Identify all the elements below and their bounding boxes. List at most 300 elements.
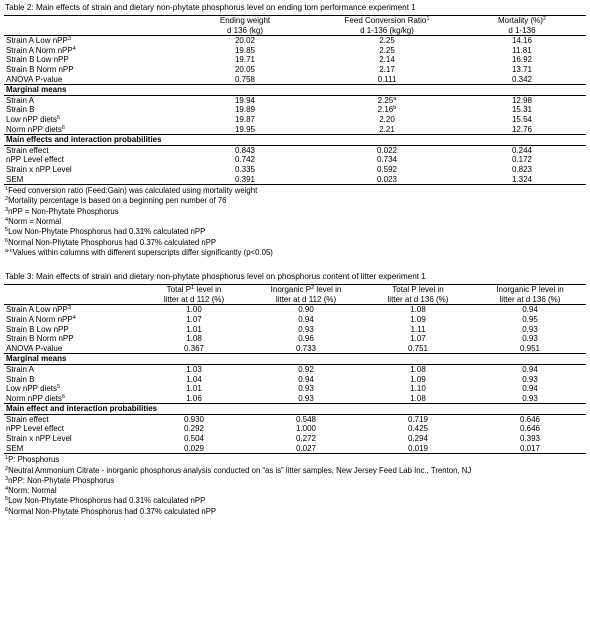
footnote: [5, 507, 586, 517]
row-label: [4, 364, 138, 374]
value-cell: [362, 315, 474, 325]
value-cell: [316, 95, 458, 105]
value-cell-text: 0.94: [522, 364, 538, 374]
row-label-text: Strain B: [6, 374, 35, 384]
footnote: [5, 196, 586, 206]
value-cell-text: 1.000: [295, 424, 317, 434]
row-label-text: Strain A: [6, 364, 35, 374]
value-cell-text: 0.95: [522, 314, 538, 324]
row-label: [4, 95, 174, 105]
value-cell: [138, 424, 250, 434]
footnote: [5, 455, 586, 465]
value-cell-text: 2.21: [379, 124, 395, 134]
value-cell: [250, 434, 362, 444]
value-cell: [138, 364, 250, 374]
footnote-text: nPP = Non-Phytate Phosphorus: [8, 206, 119, 216]
row-label-text: Strain x nPP Level: [6, 434, 72, 444]
value-cell-text: 0.272: [295, 434, 317, 444]
value-cell-text: 11.81: [512, 45, 532, 55]
header-row: [4, 26, 586, 36]
header-sup: 2: [311, 285, 315, 292]
value-cell-text: 0.93: [522, 324, 538, 334]
header-text: Feed Conversion Ratio: [344, 16, 427, 25]
section-row: [4, 135, 586, 146]
value-cell: [138, 394, 250, 404]
value-cell: [174, 155, 316, 165]
value-cell-text: 0.94: [298, 374, 314, 384]
value-cell: [458, 145, 586, 155]
value-cell-text: 0.823: [511, 164, 533, 174]
table-row: [4, 165, 586, 175]
value-cell-text: 0.292: [183, 424, 205, 434]
value-cell: [362, 344, 474, 354]
table3: [4, 284, 586, 454]
header-text: Mortality (%): [498, 16, 543, 25]
value-cell: [250, 444, 362, 454]
value-cell: [362, 414, 474, 424]
header-text: litter at d 136 (%): [499, 294, 561, 304]
value-cell-text: 0.93: [522, 393, 538, 403]
row-label: [4, 55, 174, 65]
value-cell: [250, 394, 362, 404]
value-cell: [174, 75, 316, 85]
header-cell: [458, 16, 586, 26]
value-cell: [362, 424, 474, 434]
row-label-text: Low nPP diets: [6, 384, 57, 394]
value-cell-text: 1.04: [186, 374, 202, 384]
table-row: [4, 325, 586, 335]
row-label-text: Norm nPP diets: [6, 124, 62, 134]
value-cell: [362, 334, 474, 344]
footnote-text: P: Phosphorus: [8, 455, 60, 465]
header-text-tail: level in: [194, 285, 222, 295]
table3-footnotes: [5, 455, 586, 517]
value-cell: [250, 364, 362, 374]
value-cell-text: 1.00: [186, 305, 202, 315]
value-cell: [250, 375, 362, 385]
value-cell: [474, 384, 586, 394]
value-cell: [316, 175, 458, 185]
value-cell: [362, 394, 474, 404]
value-cell-text: 0.92: [298, 364, 314, 374]
value-cell-text: 0.342: [511, 74, 533, 84]
value-cell: [458, 105, 586, 115]
value-cell-text: 0.94: [522, 305, 538, 315]
value-cell: [250, 325, 362, 335]
row-label: [4, 424, 138, 434]
value-cell: [474, 325, 586, 335]
header-text: Ending weight: [219, 16, 271, 25]
value-cell-text: 0.391: [234, 174, 256, 184]
value-cell: [474, 334, 586, 344]
value-cell: [316, 105, 458, 115]
value-cell-text: 0.843: [234, 145, 256, 155]
value-cell-text: 0.93: [298, 393, 314, 403]
value-cell: [250, 414, 362, 424]
footnote: [5, 466, 586, 476]
section-row: [4, 404, 586, 415]
value-cell: [458, 46, 586, 56]
value-cell: [316, 165, 458, 175]
header-cell: [474, 295, 586, 305]
row-label-text: Strain B Norm nPP: [6, 64, 74, 74]
row-label: [4, 75, 174, 85]
section-title: Marginal means: [4, 354, 586, 365]
header-row: [4, 16, 586, 26]
footnote-mark: 2: [5, 465, 9, 472]
table3-body: [4, 285, 586, 454]
value-cell: [138, 315, 250, 325]
value-cell: [174, 95, 316, 105]
value-cell-text: 15.31: [511, 105, 533, 115]
row-label-text: Strain x nPP Level: [6, 164, 72, 174]
table-row: [4, 105, 586, 115]
value-cell: [174, 65, 316, 75]
value-cell-text: 20.05: [234, 64, 256, 74]
row-label: [4, 105, 174, 115]
value-cell-text: 1.08: [410, 364, 426, 374]
header-cell: [174, 26, 316, 36]
value-cell-text: 12.76: [511, 124, 533, 134]
header-text: Inorganic P: [270, 285, 312, 295]
value-cell-text: 1.03: [186, 364, 202, 374]
value-cell: [138, 344, 250, 354]
value-cell: [174, 165, 316, 175]
value-cell-text: 0.548: [295, 414, 317, 424]
value-cell: [362, 325, 474, 335]
footnote-mark: 1: [5, 455, 9, 462]
value-cell: [474, 364, 586, 374]
value-cell-text: 0.425: [407, 424, 429, 434]
value-cell-text: 19.95: [234, 124, 256, 134]
value-cell: [316, 75, 458, 85]
header-text: Inorganic P level in: [496, 285, 564, 295]
table2-footnotes: [5, 186, 586, 258]
footnote-text: Normal Non-Phytate Phosphorus had 0.37% calculated nPP: [8, 237, 217, 247]
table-row: [4, 375, 586, 385]
value-cell-text: 0.367: [183, 343, 205, 353]
footnote: [5, 238, 586, 248]
header-cell: [4, 26, 174, 36]
header-cell: [250, 285, 362, 295]
row-label: [4, 444, 138, 454]
value-cell: [138, 434, 250, 444]
value-cell: [174, 55, 316, 65]
value-cell: [316, 155, 458, 165]
value-cell: [174, 105, 316, 115]
footnote-text: Norm: Normal: [8, 486, 57, 496]
table-row: [4, 46, 586, 56]
header-text: d 136 (kg): [226, 25, 264, 35]
header-cell: [316, 16, 458, 26]
value-cell-text: 1.08: [410, 305, 426, 315]
value-cell: [362, 434, 474, 444]
footnote-mark: 5: [5, 496, 9, 503]
value-cell: [250, 344, 362, 354]
value-cell-text: 19.89: [234, 105, 256, 115]
value-cell-text: 1.11: [410, 324, 426, 334]
value-cell: [458, 165, 586, 175]
row-label-text: Strain B Low nPP: [6, 324, 69, 334]
value-cell-text: 0.335: [234, 164, 256, 174]
value-cell: [474, 394, 586, 404]
value-cell: [174, 46, 316, 56]
header-text: d 1-136: [508, 25, 536, 35]
row-label-text: Strain A Norm nPP: [6, 314, 73, 324]
table2: [4, 15, 586, 185]
section-title: Main effect and interaction probabilities: [4, 404, 586, 415]
value-cell-text: 0.96: [298, 334, 314, 344]
header-cell: [4, 285, 138, 295]
value-cell-text: 20.02: [234, 36, 256, 46]
table2-body: [4, 16, 586, 185]
header-row: [4, 285, 586, 295]
value-cell-text: 0.758: [234, 74, 256, 84]
value-cell-text: 2.25: [379, 36, 395, 46]
header-cell: [138, 285, 250, 295]
row-label: [4, 175, 174, 185]
value-cell-text: 0.646: [519, 414, 541, 424]
row-label: [4, 434, 138, 444]
value-cell-text: 14.16: [511, 36, 533, 46]
row-label-sup: 5: [57, 114, 61, 121]
table-row: [4, 305, 586, 315]
value-cell-text: 0.93: [298, 384, 314, 394]
row-label-text: SEM: [6, 443, 24, 453]
row-label: [4, 36, 174, 46]
header-cell: [362, 295, 474, 305]
footnote-text: nPP: Non-Phytate Phosphorus: [8, 475, 115, 485]
value-cell-text: 0.90: [298, 305, 314, 315]
row-label-text: Strain B Norm nPP: [6, 334, 74, 344]
header-row: [4, 295, 586, 305]
header-text: Total P level in: [392, 285, 444, 295]
value-cell: [458, 115, 586, 125]
value-cell-text: 1.09: [410, 314, 426, 324]
table-row: [4, 155, 586, 165]
value-cell: [474, 424, 586, 434]
value-cell: [362, 444, 474, 454]
footnote: [5, 486, 586, 496]
header-sup: 1: [191, 285, 195, 292]
footnote-mark: a-c: [5, 247, 13, 254]
value-cell: [138, 444, 250, 454]
header-text: litter at d 136 (%): [387, 294, 449, 304]
value-cell-text: 2.20: [379, 114, 395, 124]
value-cell: [250, 305, 362, 315]
table-row: [4, 145, 586, 155]
value-cell-text: 19.85: [234, 45, 256, 55]
value-cell-text: 0.930: [183, 414, 205, 424]
footnote: [5, 476, 586, 486]
footnote-text: Values within columns with different superscripts differ significantly (p<0.05): [12, 247, 273, 257]
value-cell-text: 0.751: [407, 343, 429, 353]
row-label: [4, 334, 138, 344]
value-cell: [138, 325, 250, 335]
footnote-mark: 5: [5, 227, 9, 234]
table-row: [4, 364, 586, 374]
value-cell-text: 0.017: [519, 443, 541, 453]
value-cell-text: 19.94: [234, 95, 256, 105]
value-cell-text: 1.10: [410, 384, 426, 394]
table-row: [4, 384, 586, 394]
row-label-text: SEM: [6, 174, 24, 184]
value-cell-text: 0.93: [522, 374, 538, 384]
value-cell: [474, 315, 586, 325]
table-row: [4, 315, 586, 325]
value-cell: [138, 375, 250, 385]
value-cell-text: 0.393: [519, 434, 541, 444]
row-label-text: Low nPP diets: [6, 114, 57, 124]
value-cell-text: 0.294: [407, 434, 429, 444]
section-row: [4, 85, 586, 96]
value-cell-text: 0.019: [407, 443, 429, 453]
value-cell: [458, 155, 586, 165]
table-row: [4, 36, 586, 46]
row-label-text: Strain B Low nPP: [6, 55, 69, 65]
footnote: [5, 217, 586, 227]
footnote: [5, 496, 586, 506]
row-label-sup: 6: [61, 124, 65, 131]
header-text: Total P: [166, 285, 192, 295]
table-row: [4, 334, 586, 344]
header-cell: [316, 26, 458, 36]
table-row: [4, 95, 586, 105]
table-row: [4, 55, 586, 65]
table-row: [4, 414, 586, 424]
footnote-text: Mortality percentage is based on a beginning pen number of 76: [8, 196, 227, 206]
value-cell-text: 0.94: [298, 314, 314, 324]
row-label-text: Norm nPP diets: [6, 393, 62, 403]
row-label: [4, 384, 138, 394]
value-cell: [474, 434, 586, 444]
value-cell: [362, 384, 474, 394]
value-cell-text: 1.324: [511, 174, 533, 184]
value-cell: [474, 375, 586, 385]
value-cell-sup: a: [393, 95, 397, 102]
value-cell-text: 0.172: [511, 155, 533, 165]
footnote-text: Norm = Normal: [8, 216, 62, 226]
row-label: [4, 145, 174, 155]
value-cell: [250, 424, 362, 434]
value-cell-text: 0.023: [376, 174, 398, 184]
value-cell: [458, 55, 586, 65]
value-cell-text: 1.09: [410, 374, 426, 384]
footnote-mark: 6: [5, 506, 9, 513]
value-cell: [474, 444, 586, 454]
table-row: [4, 175, 586, 185]
value-cell: [138, 414, 250, 424]
header-cell: [174, 16, 316, 26]
value-cell-text: 19.87: [234, 114, 256, 124]
header-sup: 2: [542, 16, 546, 22]
header-cell: [458, 26, 586, 36]
footnote-mark: 4: [5, 486, 9, 493]
value-cell-text: 2.25: [377, 95, 394, 105]
value-cell: [316, 46, 458, 56]
value-cell-text: 0.022: [376, 145, 398, 155]
value-cell-text: 0.951: [519, 343, 541, 353]
value-cell-text: 19.71: [234, 55, 256, 65]
row-label: [4, 414, 138, 424]
value-cell-text: 0.733: [295, 343, 317, 353]
value-cell: [174, 36, 316, 46]
table-row: [4, 344, 586, 354]
header-text: litter at d 112 (%): [275, 294, 337, 304]
row-label-text: Strain A: [6, 95, 35, 105]
header-text-tail: level in: [314, 285, 342, 295]
value-cell-text: 1.06: [186, 393, 202, 403]
value-cell-text: 0.504: [183, 434, 205, 444]
value-cell: [458, 125, 586, 135]
value-cell: [316, 115, 458, 125]
value-cell-text: 0.111: [377, 74, 397, 84]
value-cell: [458, 75, 586, 85]
header-text: d 1-136 (kg/kg): [360, 25, 414, 35]
value-cell: [362, 305, 474, 315]
value-cell-text: 1.07: [186, 314, 202, 324]
value-cell-text: 0.244: [511, 145, 533, 155]
row-label-text: Strain A Low nPP: [6, 305, 68, 315]
value-cell: [474, 305, 586, 315]
footnote-text: Low Non-Phytate Phosphorus had 0.31% calculated nPP: [8, 227, 206, 237]
value-cell-text: 1.01: [186, 324, 202, 334]
table-row: [4, 394, 586, 404]
value-cell: [250, 384, 362, 394]
value-cell-text: 0.94: [522, 384, 538, 394]
row-label-sup: 5: [57, 384, 61, 391]
row-label: [4, 394, 138, 404]
value-cell-text: 16.92: [511, 55, 533, 65]
row-label-sup: 4: [72, 45, 76, 52]
footnote-text: Normal Non-Phytate Phosphorus had 0.37% calculated nPP: [8, 506, 217, 516]
row-label: [4, 46, 174, 56]
value-cell: [362, 375, 474, 385]
value-cell: [458, 36, 586, 46]
header-cell: [4, 295, 138, 305]
value-cell: [316, 125, 458, 135]
table-row: [4, 125, 586, 135]
value-cell-text: 1.08: [410, 393, 426, 403]
footnote-mark: 3: [5, 206, 9, 213]
row-label: [4, 305, 138, 315]
value-cell-text: 1.07: [410, 334, 426, 344]
value-cell-text: 15.54: [511, 114, 533, 124]
footnote-mark: 3: [5, 475, 9, 482]
value-cell: [250, 334, 362, 344]
header-cell: [138, 295, 250, 305]
value-cell-text: 2.16: [377, 105, 394, 115]
section-title: Marginal means: [4, 85, 586, 96]
row-label: [4, 315, 138, 325]
row-label-text: Strain effect: [6, 145, 49, 155]
footnote: [5, 207, 586, 217]
value-cell: [316, 55, 458, 65]
row-label-text: Strain A Low nPP: [6, 36, 68, 46]
value-cell: [174, 145, 316, 155]
table-row: [4, 65, 586, 75]
row-label-text: Strain effect: [6, 414, 49, 424]
value-cell-text: 0.734: [376, 155, 398, 165]
value-cell: [174, 175, 316, 185]
value-cell-text: 12.98: [511, 95, 533, 105]
value-cell: [474, 344, 586, 354]
row-label-sup: 4: [72, 314, 76, 321]
value-cell: [250, 315, 362, 325]
footnote-mark: 6: [5, 237, 9, 244]
row-label-text: Strain A Norm nPP: [6, 45, 73, 55]
header-cell: [362, 285, 474, 295]
